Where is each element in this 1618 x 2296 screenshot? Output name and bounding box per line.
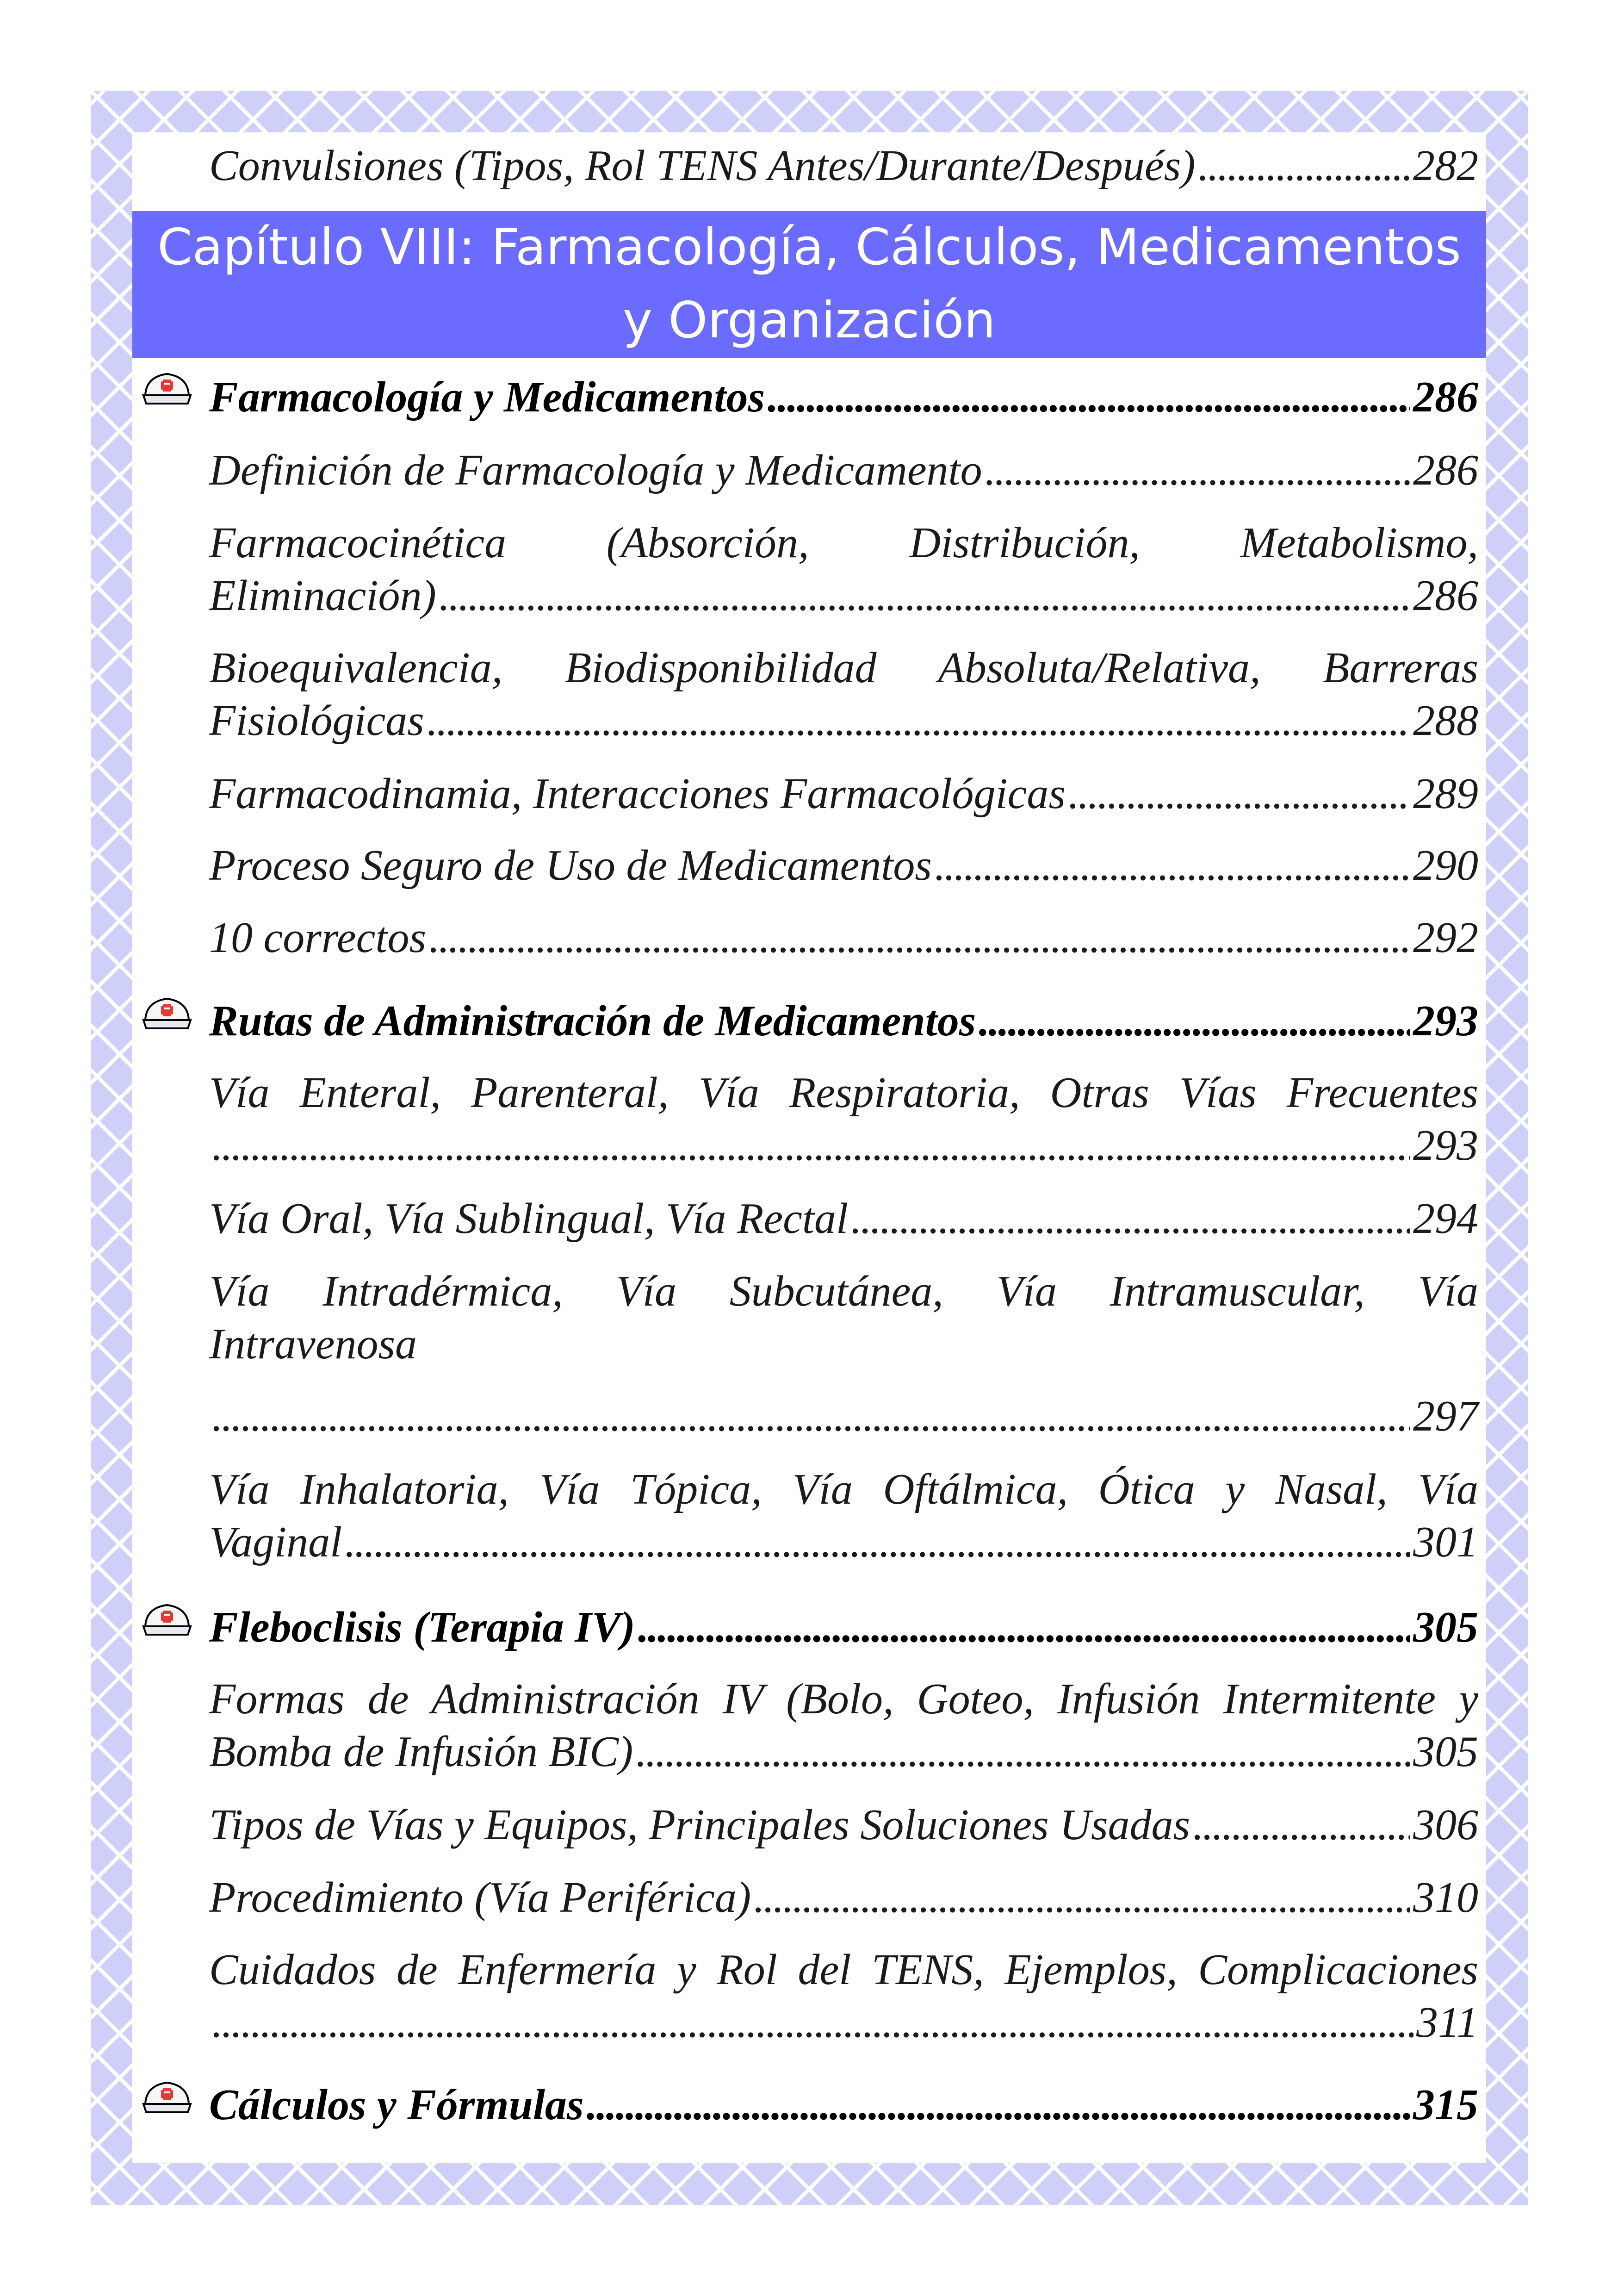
toc-page-number: 293 (1413, 1121, 1478, 1170)
toc-page-number: 289 (1413, 770, 1478, 818)
leader-dots (636, 1725, 1410, 1778)
leader-dots (1198, 139, 1410, 192)
leader-dots (345, 1516, 1410, 1568)
toc-entry-title: Tipos de Vías y Equipos, Principales Soluciones Usadas (209, 1801, 1190, 1849)
chapter-banner (132, 211, 1486, 358)
leader-dots (439, 569, 1410, 622)
toc-entry-title-line: Vía Intradérmica, Vía Subcutánea, Vía Intramuscular, Vía (209, 1267, 1478, 1315)
chapter-title-line1: Capítulo VIII: Farmacología, Cálculos, Medicamentos (157, 218, 1461, 276)
toc-entry[interactable] (209, 1871, 1478, 1924)
nurse-cap-icon (142, 1599, 192, 1640)
leader-dots (768, 371, 1410, 423)
toc-entry[interactable] (209, 1673, 1478, 1778)
page (132, 132, 1486, 2163)
toc-page-number: 293 (1413, 997, 1478, 1045)
table-of-contents (132, 132, 1486, 2163)
toc-entry[interactable] (209, 1066, 1478, 1172)
leader-dots (1068, 767, 1410, 820)
toc-entry-title-line: Vía Enteral, Parenteral, Vía Respiratoria, Otras Vías Frecuentes (209, 1069, 1478, 1117)
toc-entry[interactable] (209, 1798, 1478, 1851)
toc-entry[interactable] (209, 641, 1478, 747)
toc-entry-title-line: Bioequivalencia, Biodisponibilidad Absoluta/Relativa, Barreras (209, 644, 1478, 692)
toc-entry[interactable] (209, 1265, 1478, 1443)
leader-dots (427, 694, 1410, 747)
toc-page-number: 292 (1413, 914, 1478, 962)
toc-entry-title: Fisiológicas (209, 697, 424, 745)
toc-section-title: Farmacología y Medicamentos (209, 373, 765, 421)
toc-page-number: 297 (1413, 1392, 1478, 1440)
toc-page-number: 290 (1413, 841, 1478, 890)
toc-entry-title: Procedimiento (Vía Periférica) (209, 1873, 751, 1922)
leader-dots (212, 1390, 1410, 1443)
toc-page-number: 311 (1416, 1998, 1478, 2047)
toc-page-number: 286 (1413, 572, 1478, 620)
leader-dots (979, 995, 1410, 1047)
leader-dots (212, 1119, 1410, 1172)
toc-page-number: 305 (1413, 1603, 1478, 1651)
toc-page-number: 286 (1413, 446, 1478, 494)
toc-entry-title: 10 correctos (209, 914, 427, 962)
toc-page-number: 288 (1413, 697, 1478, 745)
leader-dots (429, 911, 1410, 964)
toc-section[interactable] (209, 995, 1478, 1047)
toc-section-title: Rutas de Administración de Medicamentos (209, 997, 976, 1045)
toc-entry-title: Proceso Seguro de Uso de Medicamentos (209, 841, 932, 890)
toc-page-number: 286 (1413, 373, 1478, 421)
toc-section[interactable] (209, 2078, 1478, 2131)
toc-entry-title: Bomba de Infusión BIC) (209, 1728, 633, 1776)
leader-dots (935, 839, 1410, 892)
leader-dots (587, 2078, 1410, 2131)
toc-entry[interactable] (209, 139, 1478, 192)
toc-entry-title-line: Vía Inhalatoria, Vía Tópica, Vía Oftálmica, Ótica y Nasal, Vía (209, 1465, 1478, 1513)
toc-entry[interactable] (209, 839, 1478, 892)
toc-section-title: Cálculos y Fórmulas (209, 2081, 584, 2129)
toc-entry-title: Definición de Farmacología y Medicamento (209, 446, 982, 494)
toc-entry[interactable] (209, 1463, 1478, 1568)
toc-entry[interactable] (209, 444, 1478, 497)
toc-entry-title: Farmacodinamia, Interacciones Farmacológicas (209, 770, 1066, 818)
toc-page-number: 282 (1413, 142, 1478, 190)
toc-entry-title-line: Cuidados de Enfermería y Rol del TENS, Ejemplos, Complicaciones (209, 1946, 1478, 1994)
toc-entry-title: Vaginal (209, 1518, 342, 1566)
toc-page-number: 310 (1413, 1873, 1478, 1922)
nurse-cap-icon (142, 992, 192, 1034)
nurse-cap-icon (142, 367, 192, 409)
leader-dots (638, 1601, 1410, 1654)
toc-page-number: 306 (1413, 1801, 1478, 1849)
leader-dots (212, 1996, 1413, 2049)
toc-entry-title-line: Intravenosa (209, 1320, 417, 1368)
toc-entry-title: Convulsiones (Tipos, Rol TENS Antes/Durante/Después) (209, 142, 1196, 190)
chapter-title-line2: y Organización (623, 292, 996, 349)
toc-entry[interactable] (209, 767, 1478, 820)
toc-entry-title-line: Farmacocinética (Absorción, Distribución, Metabolismo, (209, 519, 1478, 567)
nurse-cap-icon (142, 2076, 192, 2118)
toc-page-number: 315 (1413, 2081, 1478, 2129)
toc-page-number: 294 (1413, 1195, 1478, 1243)
leader-dots (754, 1871, 1410, 1924)
toc-section[interactable] (209, 371, 1478, 423)
toc-entry[interactable] (209, 1192, 1478, 1245)
toc-page-number: 305 (1413, 1728, 1478, 1776)
toc-entry[interactable] (209, 911, 1478, 964)
leader-dots (1193, 1798, 1410, 1851)
toc-entry-title: Eliminación) (209, 572, 436, 620)
toc-section[interactable] (209, 1601, 1478, 1654)
toc-section-title: Fleboclisis (Terapia IV) (209, 1603, 635, 1651)
toc-entry-title-line: Formas de Administración IV (Bolo, Goteo, Infusión Intermitente y (209, 1675, 1478, 1723)
toc-entry[interactable] (209, 516, 1478, 622)
leader-dots (851, 1192, 1410, 1245)
toc-page-number: 301 (1413, 1518, 1478, 1566)
toc-entry[interactable] (209, 1943, 1478, 2049)
toc-entry-title: Vía Oral, Vía Sublingual, Vía Rectal (209, 1195, 849, 1243)
leader-dots (985, 444, 1410, 497)
